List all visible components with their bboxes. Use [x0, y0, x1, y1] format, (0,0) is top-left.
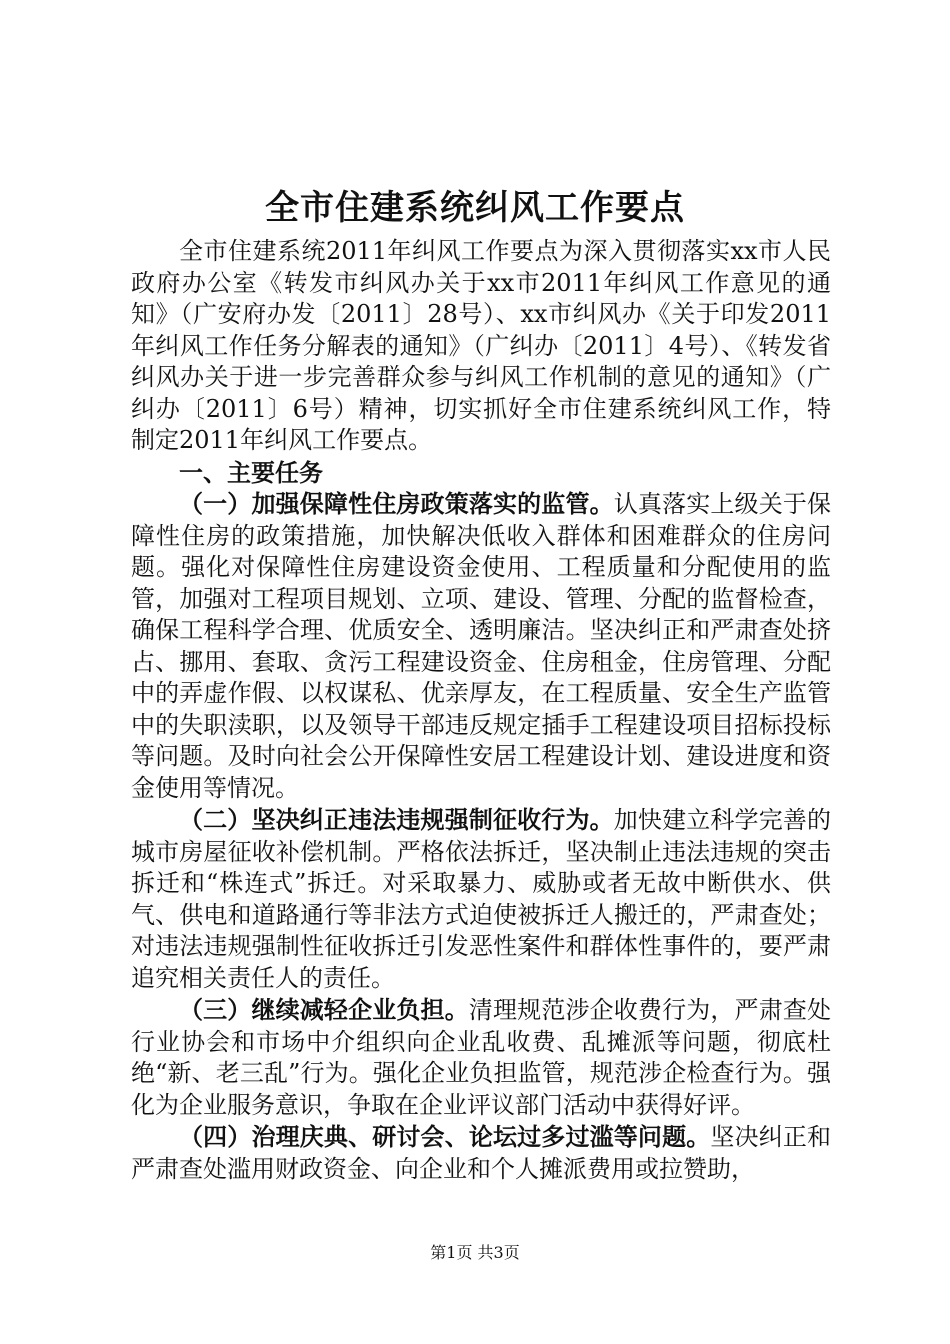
document-title: 全市住建系统纠风工作要点 — [265, 188, 685, 228]
section-heading: 一、主要任务 — [179, 457, 323, 487]
page-footer: 第1页 共3页 — [430, 1243, 520, 1262]
task-paragraph-1 — [131, 488, 831, 804]
task-paragraph-3 — [131, 994, 831, 1121]
task-lead-2: （二）坚决纠正违法违规强制征收行为。 — [179, 805, 614, 834]
document-body — [131, 236, 831, 1185]
task-paragraph-4 — [131, 1121, 831, 1185]
intro-paragraph: 全市住建系统2011年纠风工作要点为深入贯彻落实xx市人民政府办公室《转发市纠风办关于xx市2011年纠风工作意见的通知》（广安府办发〔2011〕28号）、xx市纠风办《关于印发2011年纠风工作任务分解表的通知》（广纠办〔2011〕4号）、《转发省纠风办关于进一步完善群众参与纠风工作机制的意见的通知》（广纠办〔2011〕6号）精神，切实抓好全市住建系统纠风工作，特制定2011年纠风工作要点。 — [131, 237, 831, 454]
task-text-3: 清理规范涉企收费行为，严肃查处行业协会和市场中介组织向企业乱收费、乱摊派等问题，彻底杜绝“新、老三乱”行为。强化企业负担监管，规范涉企检查行为。强化为企业服务意识，争取在企业评议部门活动中获得好评。 — [131, 996, 832, 1119]
task-text-2: 加快建立科学完善的城市房屋征收补偿机制。严格依法拆迁，坚决制止违法违规的突击拆迁和“株连式”拆迁。对采取暴力、威胁或者无故中断供水、供气、供电和道路通行等非法方式迫使被拆迁人搬迁的，严肃查处；对违法违规强制性征收拆迁引发恶性案件和群体性事件的，要严肃追究相关责任人的责任。 — [131, 806, 832, 992]
task-lead-1: （一）加强保障性住房政策落实的监管。 — [179, 489, 614, 518]
task-text-1: 认真落实上级关于保障性住房的政策措施，加快解决低收入群体和困难群众的住房问题。强化对保障性住房建设资金使用、工程质量和分配使用的监管，加强对工程项目规划、立项、建设、管理、分配的监督检查，确保工程科学合理、优质安全、透明廉洁。坚决纠正和严肃查处挤占、挪用、套取、贪污工程建设资金、住房租金，住房管理、分配中的弄虚作假、以权谋私、优亲厚友，在工程质量、安全生产监管中的失职渎职，以及领导干部违反规定插手工程建设项目招标投标等问题。及时向社会公开保障性安居工程建设计划、建设进度和资金使用等情况。 — [131, 490, 832, 802]
task-paragraph-2 — [131, 804, 831, 994]
task-lead-4: （四）治理庆典、研讨会、论坛过多过滥等问题。 — [179, 1122, 711, 1151]
task-text-4: 坚决纠正和严肃查处滥用财政资金、向企业和个人摊派费用或拉赞助， — [131, 1123, 832, 1183]
task-lead-3: （三）继续减轻企业负担。 — [179, 995, 469, 1024]
